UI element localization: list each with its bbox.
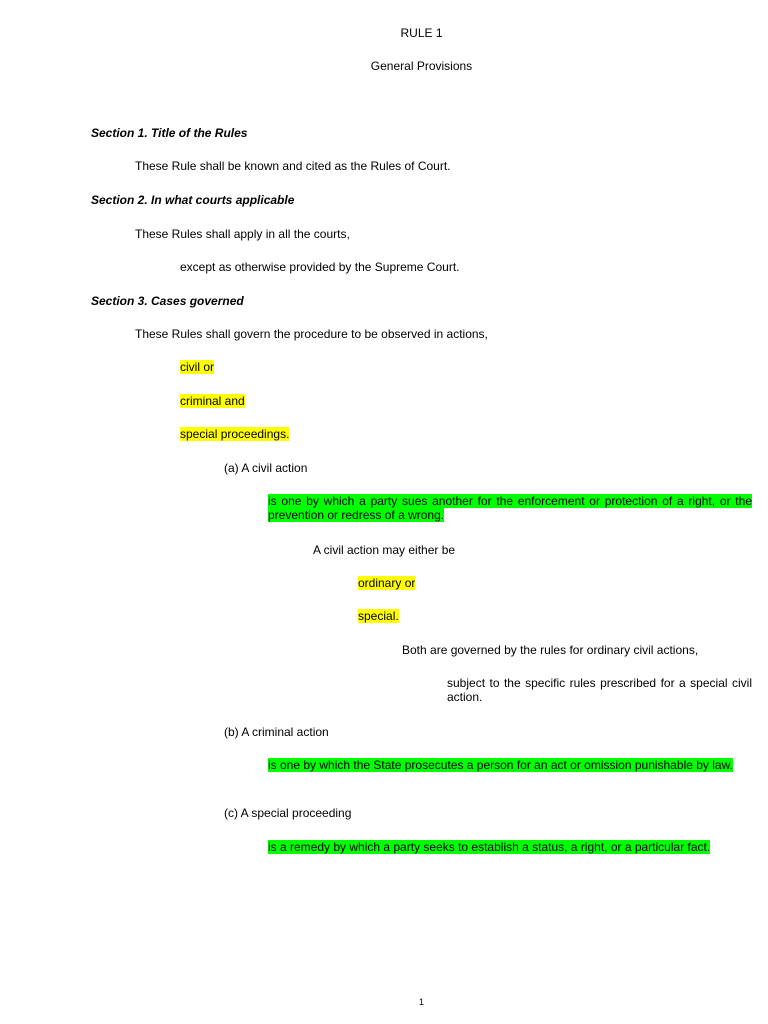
civil-subject: subject to the specific rules prescribed for a special civil action. [447, 676, 752, 704]
rule-title: RULE 1 [400, 26, 443, 40]
special-proceeding-label: (c) A special proceeding [224, 806, 352, 820]
criminal-action-label: (b) A criminal action [224, 725, 329, 739]
kind-criminal [180, 394, 245, 408]
kind-special-text: special proceedings. [180, 427, 290, 441]
kind-civil [180, 360, 214, 374]
rule-subtitle: General Provisions [370, 59, 473, 73]
criminal-action-definition [268, 758, 752, 772]
section-3-intro: These Rules shall govern the procedure to be observed in actions, [135, 327, 488, 341]
section-1-heading: Section 1. Title of the Rules [91, 126, 248, 140]
civil-type-special-text: special. [358, 609, 399, 623]
section-2-text: These Rules shall apply in all the courts, [135, 227, 350, 241]
section-1-text: These Rule shall be known and cited as the Rules of Court. [135, 159, 451, 173]
civil-action-definition [268, 494, 752, 522]
civil-action-label: (a) A civil action [224, 461, 308, 475]
kind-special [180, 427, 289, 441]
civil-action-either: A civil action may either be [313, 543, 456, 557]
civil-type-ordinary-text: ordinary or [358, 576, 416, 590]
civil-type-special [358, 609, 399, 623]
kind-civil-text: civil or [180, 360, 215, 374]
special-proceeding-definition-text: is a remedy by which a party seeks to establish a status, a right, or a particular fact. [268, 840, 711, 854]
civil-action-definition-text: is one by which a party sues another for the enforcement or protection of a right, or the prevention or redress of a wrong. [268, 494, 752, 522]
special-proceeding-definition [268, 840, 710, 854]
civil-governed: Both are governed by the rules for ordinary civil actions, [402, 643, 699, 657]
section-2-heading: Section 2. In what courts applicable [91, 193, 295, 207]
kind-criminal-text: criminal and [180, 394, 245, 408]
civil-type-ordinary [358, 576, 415, 590]
section-3-heading: Section 3. Cases governed [91, 294, 244, 308]
page-number: 1 [418, 997, 424, 1007]
criminal-action-definition-text: is one by which the State prosecutes a person for an act or omission punishable by law. [268, 758, 733, 772]
section-2-exception: except as otherwise provided by the Supreme Court. [180, 260, 460, 274]
